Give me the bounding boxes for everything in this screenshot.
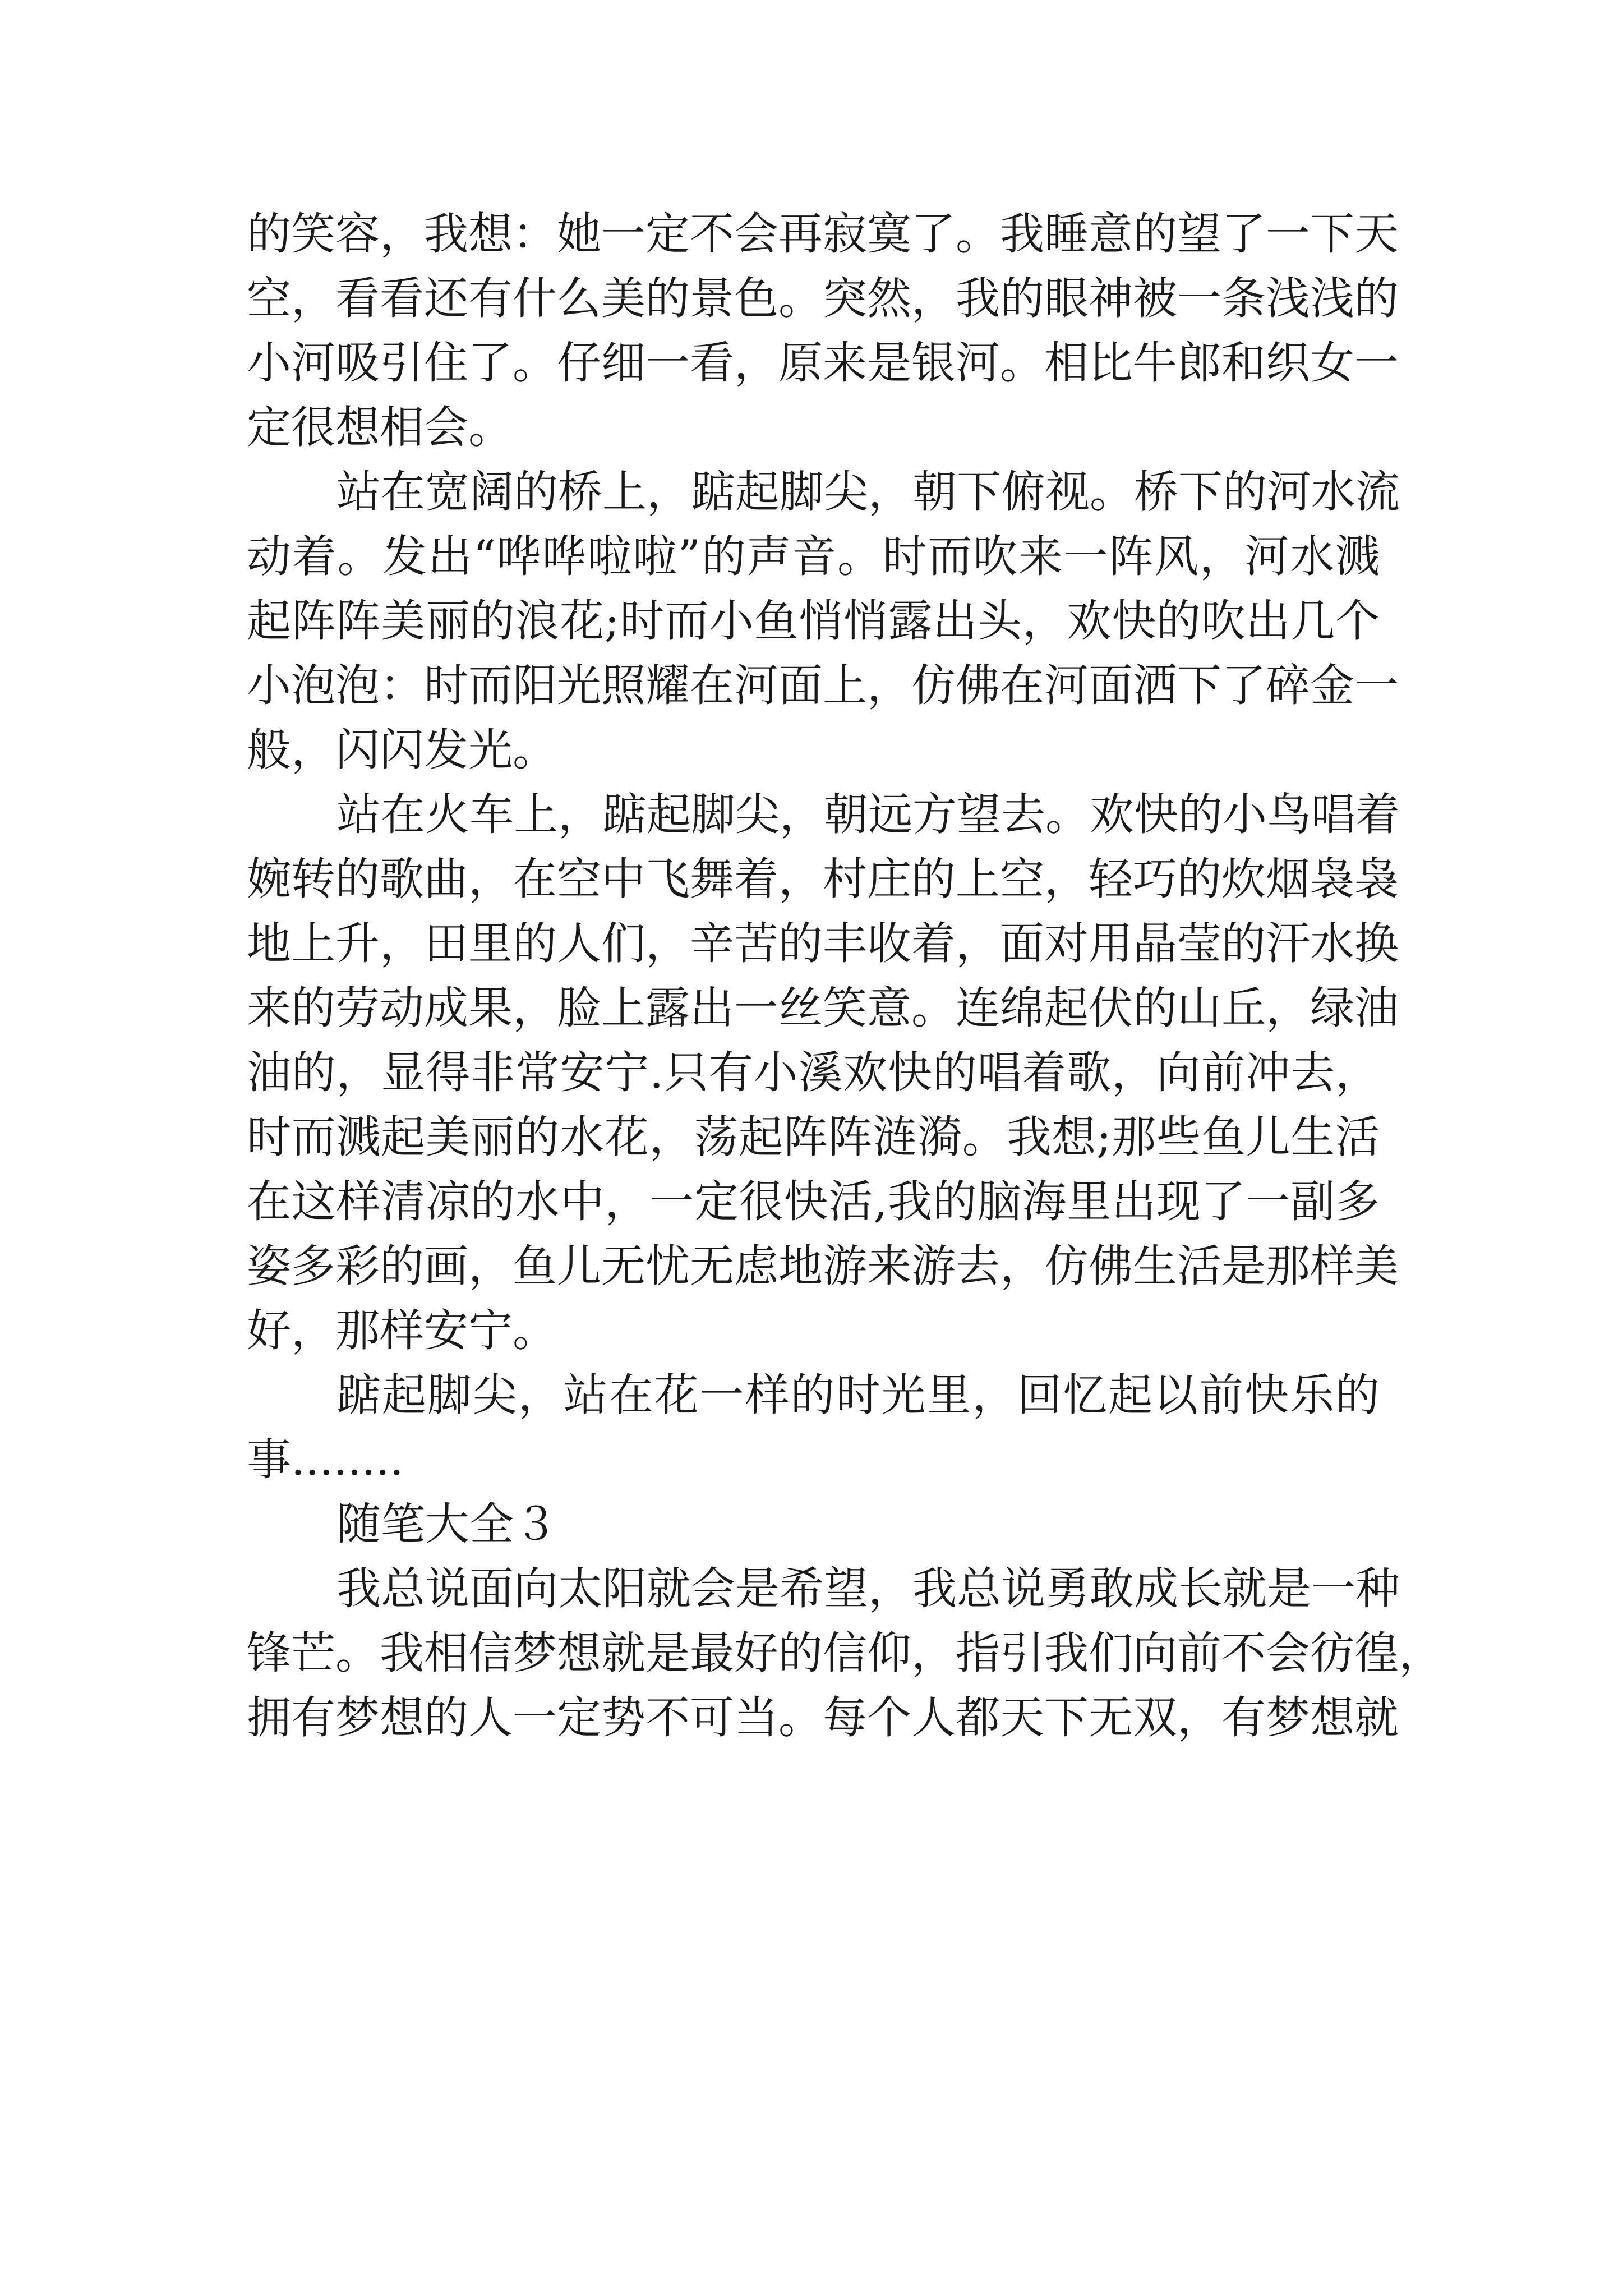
paragraph-line: 锋芒。我相信梦想就是最好的信仰，指引我们向前不会彷徨， bbox=[247, 1627, 1443, 1679]
paragraph-line: 事........ bbox=[247, 1434, 404, 1485]
paragraph-4 bbox=[247, 1363, 1380, 1492]
paragraph-1 bbox=[247, 202, 1399, 460]
paragraph-line: 拥有梦想的人一定势不可当。每个人都天下无双，有梦想就 bbox=[247, 1692, 1399, 1743]
paragraph-line: 小河吸引住了。仔细一看，原来是银河。相比牛郎和织女一 bbox=[247, 337, 1399, 389]
paragraph-line: 婉转的歌曲，在空中飞舞着，村庄的上空，轻巧的炊烟袅袅 bbox=[247, 853, 1399, 905]
document-body bbox=[247, 202, 1443, 1750]
paragraph-2 bbox=[247, 460, 1400, 783]
paragraph-3 bbox=[247, 783, 1400, 1363]
paragraph-line: 小泡泡：时而阳光照耀在河面上，仿佛在河面洒下了碎金一 bbox=[247, 660, 1399, 711]
paragraph-line: 来的劳动成果，脸上露出一丝笑意。连绵起伏的山丘，绿油 bbox=[247, 982, 1399, 1034]
paragraph-line: 时而溅起美丽的水花，荡起阵阵涟漪。我想;那些鱼儿生活 bbox=[247, 1111, 1380, 1163]
paragraph-line: 般，闪闪发光。 bbox=[247, 724, 557, 776]
paragraph-line: 动着。发出“哗哗啦啦”的声音。时而吹来一阵风，河水溅 bbox=[247, 531, 1380, 582]
paragraph-5 bbox=[247, 1557, 1443, 1750]
section-heading bbox=[247, 1492, 1380, 1557]
paragraph-line: 起阵阵美丽的浪花;时而小鱼悄悄露出头，欢快的吹出几个 bbox=[247, 595, 1380, 647]
section-heading-text: 随笔大全３ bbox=[336, 1498, 558, 1550]
paragraph-line: 姿多彩的画，鱼儿无忧无虑地游来游去，仿佛生活是那样美 bbox=[247, 1240, 1399, 1292]
paragraph-line: 踮起脚尖，站在花一样的时光里，回忆起以前快乐的 bbox=[336, 1369, 1380, 1421]
paragraph-line: 空，看看还有什么美的景色。突然，我的眼神被一条浅浅的 bbox=[247, 273, 1399, 324]
paragraph-line: 站在火车上，踮起脚尖，朝远方望去。欢快的小鸟唱着 bbox=[336, 789, 1400, 840]
paragraph-line: 我总说面向太阳就会是希望，我总说勇敢成长就是一种 bbox=[336, 1563, 1400, 1614]
paragraph-line: 站在宽阔的桥上，踮起脚尖，朝下俯视。桥下的河水流 bbox=[336, 466, 1400, 518]
paragraph-line: 好，那样安宁。 bbox=[247, 1305, 557, 1356]
paragraph-line: 在这样清凉的水中，一定很快活,我的脑海里出现了一副多 bbox=[247, 1176, 1380, 1227]
paragraph-line: 的笑容，我想：她一定不会再寂寞了。我睡意的望了一下天 bbox=[247, 208, 1399, 260]
paragraph-line: 地上升，田里的人们，辛苦的丰收着，面对用晶莹的汗水换 bbox=[247, 918, 1399, 969]
paragraph-line: 油的，显得非常安宁.只有小溪欢快的唱着歌，向前冲去， bbox=[247, 1047, 1380, 1098]
paragraph-line: 定很想相会。 bbox=[247, 402, 513, 453]
